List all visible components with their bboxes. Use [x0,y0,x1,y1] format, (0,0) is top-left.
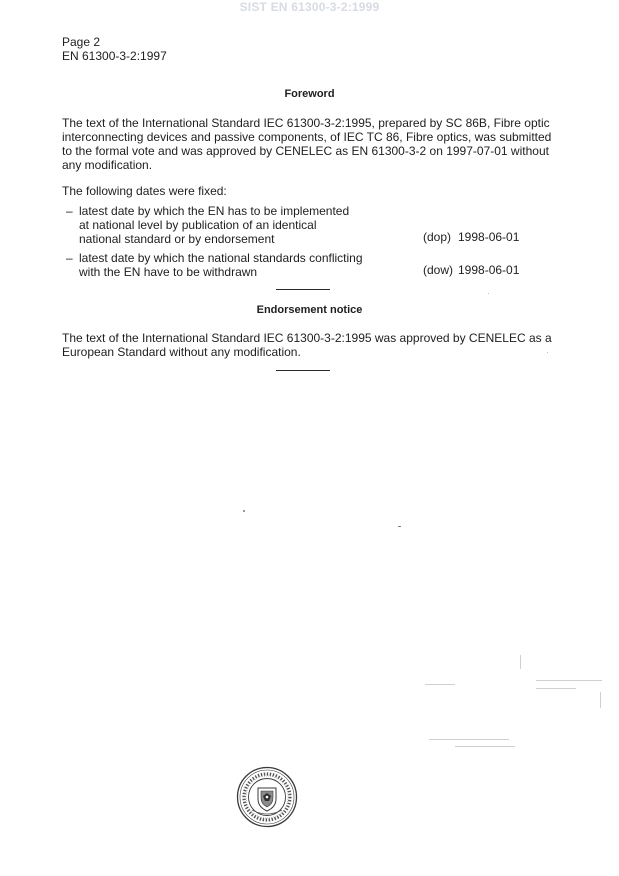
foreword-line: to the formal vote and was approved by CENELEC as EN 61300-3-2 on 1997-07-01 without [62,144,549,158]
date-item-dop [66,204,536,246]
scan-noise [455,746,515,747]
page-header [62,35,167,63]
scan-noise [425,684,455,685]
scan-speck [547,352,548,353]
foreword-line: any modification. [62,158,153,172]
official-seal-stamp [236,766,298,828]
endorsement-heading: Endorsement notice [256,304,363,316]
description-line: with the EN have to be withdrawn [79,265,258,279]
scan-noise [536,680,602,681]
date-abbreviation: (dop) [423,230,452,244]
scan-noise [600,692,601,708]
date-item-dow [66,251,536,279]
foreword-line: interconnecting devices and passive components, of IEC TC 86, Fibre optics, was submitted [62,130,552,144]
dates-intro: The following dates were fixed: [62,184,227,198]
date-item-description [79,251,363,279]
section-divider [276,289,330,290]
scan-speck [243,510,245,512]
scan-speck [488,293,489,294]
scan-noise [520,655,521,669]
scan-noise [429,739,509,740]
watermark: SIST EN 61300-3-2:1999 [239,0,380,14]
date-value: 1998-06-01 [458,230,520,244]
scan-speck [398,526,401,527]
list-dash: – [66,251,73,265]
endorsement-line: The text of the International Standard IEC 61300-3-2:1995 was approved by CENELEC as a [62,331,552,345]
foreword-line: The text of the International Standard IEC 61300-3-2:1995, prepared by SC 86B, Fibre optic [62,116,550,130]
description-line: latest date by which the EN has to be implemented [79,204,350,218]
section-divider [276,370,330,371]
scan-noise [536,688,576,689]
endorsement-paragraph [62,331,557,359]
list-dash: – [66,204,73,218]
description-line: latest date by which the national standards conflicting [79,251,363,265]
date-value: 1998-06-01 [458,263,520,277]
page-number: Page 2 [62,35,101,49]
endorsement-line: European Standard without any modification. [62,345,301,359]
foreword-paragraph [62,116,557,172]
date-abbreviation: (dow) [423,263,454,277]
foreword-heading: Foreword [284,88,335,100]
standard-reference: EN 61300-3-2:1997 [62,49,167,63]
date-item-description [79,204,349,246]
description-line: national standard or by endorsement [79,232,275,246]
description-line: at national level by publication of an identical [79,218,317,232]
